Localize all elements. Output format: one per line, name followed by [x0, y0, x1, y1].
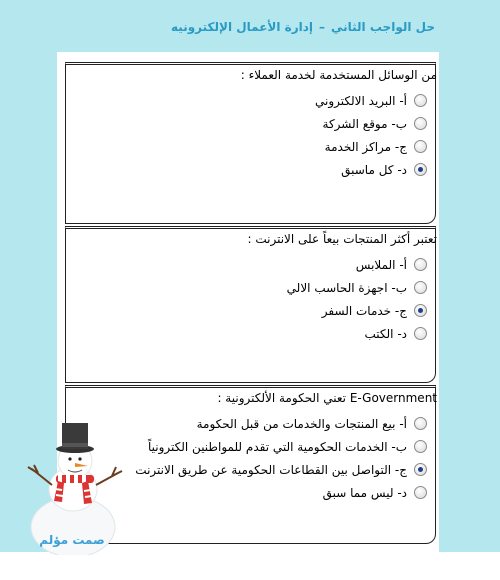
option-label: ب- اجهزة الحاسب الالي [286, 280, 407, 295]
radio-button[interactable] [414, 117, 427, 130]
question-text: E-Government تعني الحكومة الألكترونية : [217, 391, 437, 405]
radio-button[interactable] [414, 140, 427, 153]
option-label: أ- البريد الالكتروني [314, 93, 407, 108]
option-label: د- ليس مما سبق [322, 485, 407, 500]
option-label: ج- التواصل بين القطاعات الحكومية عن طريق الانترنت [135, 462, 407, 477]
radio-button[interactable] [414, 327, 427, 340]
radio-button[interactable] [414, 486, 427, 499]
question-box-1 [65, 62, 436, 224]
option-label: ج- مراكز الخدمة [324, 139, 407, 154]
option-label: د- الكتب [364, 326, 407, 341]
radio-button-selected[interactable] [414, 304, 427, 317]
radio-button[interactable] [414, 258, 427, 271]
option-label: أ- الملابس [355, 257, 407, 272]
option-label: ب- الخدمات الحكومية التي تقدم للمواطنين الكترونياً [147, 439, 407, 454]
radio-button[interactable] [414, 281, 427, 294]
header-subject: إدارة الأعمال الإلكترونيه [171, 20, 313, 34]
page-header [10, 20, 435, 34]
bottom-strip [0, 552, 500, 580]
option-b[interactable] [66, 112, 435, 135]
header-separator: – [319, 20, 325, 34]
option-label: ج- خدمات السفر [321, 303, 407, 318]
radio-button[interactable] [414, 94, 427, 107]
header-title: حل الواجب الثاني [331, 20, 435, 34]
options-list [66, 89, 435, 181]
radio-button-selected[interactable] [414, 163, 427, 176]
options-list [66, 253, 435, 345]
radio-button[interactable] [414, 417, 427, 430]
question-box-2 [65, 226, 436, 383]
option-a[interactable] [66, 89, 435, 112]
radio-button-selected[interactable] [414, 463, 427, 476]
question-text: تعتبر أكثر المنتجات بيعاً على الانترنت : [247, 232, 437, 246]
option-label: ب- موقع الشركة [322, 116, 407, 131]
signature-text: صمت مؤلم [39, 533, 105, 547]
option-d[interactable] [66, 158, 435, 181]
option-d[interactable] [66, 322, 435, 345]
option-label: د- كل ماسبق [341, 162, 407, 177]
radio-button[interactable] [414, 440, 427, 453]
option-c[interactable] [66, 135, 435, 158]
option-b[interactable] [66, 276, 435, 299]
option-c[interactable] [66, 299, 435, 322]
option-label: أ- بيع المنتجات والخدمات من قبل الحكومة [196, 416, 407, 431]
question-text: من الوسائل المستخدمة لخدمة العملاء : [240, 68, 437, 82]
option-a[interactable] [66, 253, 435, 276]
